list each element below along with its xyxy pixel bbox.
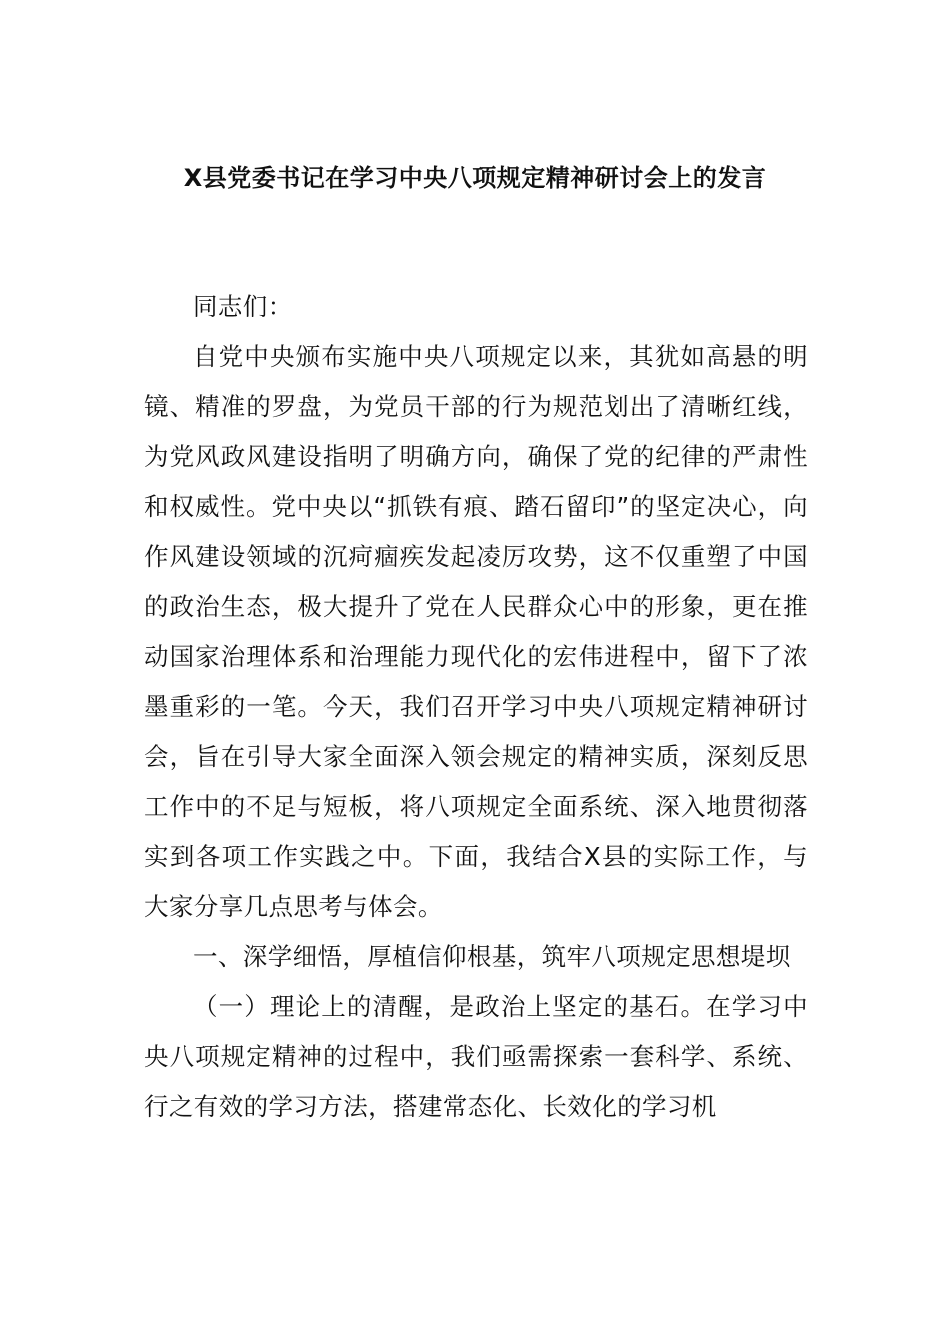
section-heading: 一、深学细悟，厚植信仰根基，筑牢八项规定思想堤坝 — [193, 942, 791, 971]
greeting-paragraph: 同志们： — [193, 292, 293, 321]
subsection-paragraph: （一）理论上的清醒，是政治上坚定的基石。在学习中央八项规定精神的过程中，我们亟需探索一套科学、系统、行之有效的学习方法，搭建常态化、长效化的学习机 — [144, 992, 808, 1121]
document-title: X县党委书记在学习中央八项规定精神研讨会上的发言 — [183, 164, 767, 192]
document-body — [144, 282, 808, 1132]
intro-paragraph: 自党中央颁布实施中央八项规定以来，其犹如高悬的明镜、精准的罗盘，为党员干部的行为规范划出了清晰红线，为党风政风建设指明了明确方向，确保了党的纪律的严肃性和权威性。党中央以“抓铁有痕、踏石留印”的坚定决心，向作风建设领域的沉疴痼疾发起凌厉攻势，这不仅重塑了中国的政治生态，极大提升了党在人民群众心中的形象，更在推动国家治理体系和治理能力现代化的宏伟进程中，留下了浓墨重彩的一笔。今天，我们召开学习中央八项规定精神研讨会，旨在引导大家全面深入领会规定的精神实质，深刻反思工作中的不足与短板，将八项规定全面系统、深入地贯彻落实到各项工作实践之中。下面，我结合X县的实际工作，与大家分享几点思考与体会。 — [144, 342, 808, 921]
